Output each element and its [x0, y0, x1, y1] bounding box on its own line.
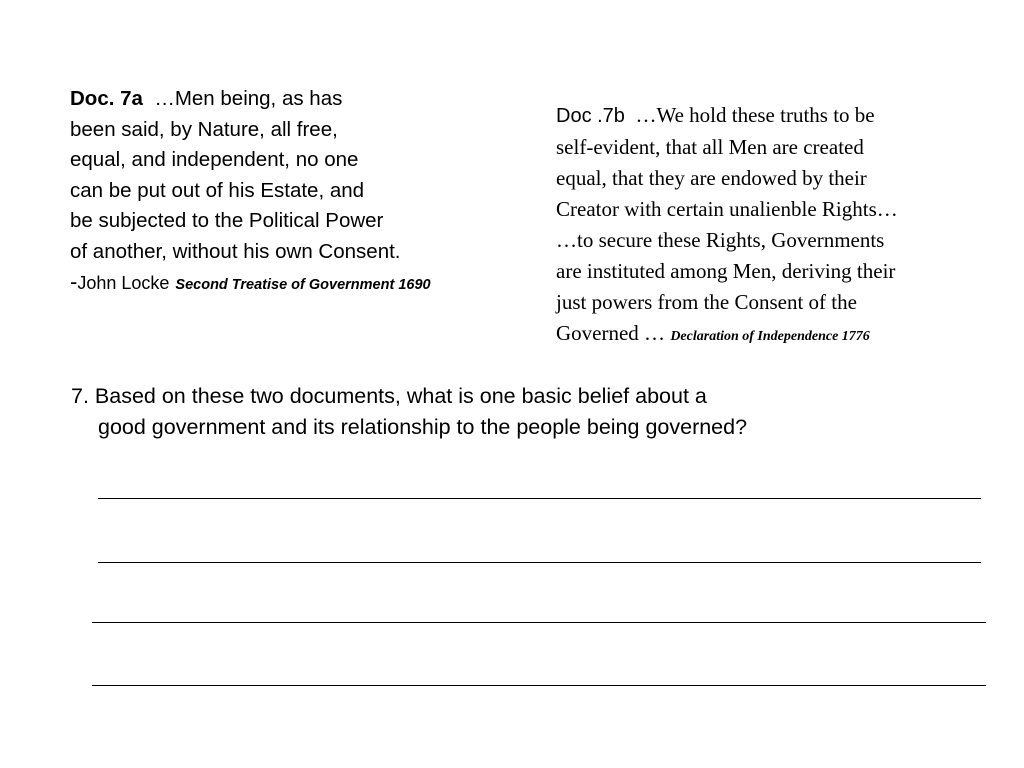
- document-7a: [70, 84, 510, 301]
- doc7a-attribution: [70, 267, 510, 301]
- doc7b-text-line: …to secure these Rights, Governments: [556, 228, 885, 252]
- answer-line-2[interactable]: [98, 562, 981, 563]
- doc7b-text-line: self-evident, that all Men are created: [556, 135, 864, 159]
- answer-line-4[interactable]: [92, 685, 986, 686]
- doc7a-text-line: of another, without his own Consent.: [70, 239, 401, 263]
- doc7b-text-line: Governed …: [556, 321, 666, 345]
- question-line-2: good government and its relationship to the people being governed?: [98, 415, 748, 439]
- doc7a-text-line: can be put out of his Estate, and: [70, 178, 365, 202]
- doc7b-last-line: [556, 318, 996, 352]
- question-line-1: 7. Based on these two documents, what is one basic belief about a: [71, 384, 707, 408]
- doc7b-line-1: [556, 100, 996, 132]
- doc7a-text-line: be subjected to the Political Power: [70, 209, 384, 232]
- attribution-source: Second Treatise of Government 1690: [175, 277, 431, 293]
- doc7b-text-line: …We hold these truths to be: [635, 103, 875, 127]
- answer-line-3[interactable]: [92, 622, 986, 623]
- doc7b-text-line: Creator with certain unalienble Rights…: [556, 197, 898, 221]
- doc7b-label: Doc .7b: [556, 105, 625, 127]
- doc7b-source: Declaration of Independence 1776: [670, 329, 870, 344]
- doc7b-text-line: are instituted among Men, deriving their: [556, 259, 896, 283]
- doc7a-text-line: been said, by Nature, all free,: [70, 117, 338, 141]
- doc7a-text-line: …Men being, as has: [154, 87, 343, 110]
- doc7a-line-1: [70, 84, 510, 115]
- doc7b-text-line: equal, that they are endowed by their: [556, 166, 867, 190]
- attribution-dash: -: [70, 269, 78, 294]
- doc7b-text-line: just powers from the Consent of the: [556, 290, 857, 314]
- attribution-author: John Locke: [77, 273, 170, 293]
- question-7: [71, 381, 747, 443]
- doc7a-label: Doc. 7a: [70, 87, 143, 110]
- doc7a-text-line: equal, and independent, no one: [70, 148, 359, 171]
- document-7b: [556, 100, 996, 352]
- answer-line-1[interactable]: [98, 498, 981, 499]
